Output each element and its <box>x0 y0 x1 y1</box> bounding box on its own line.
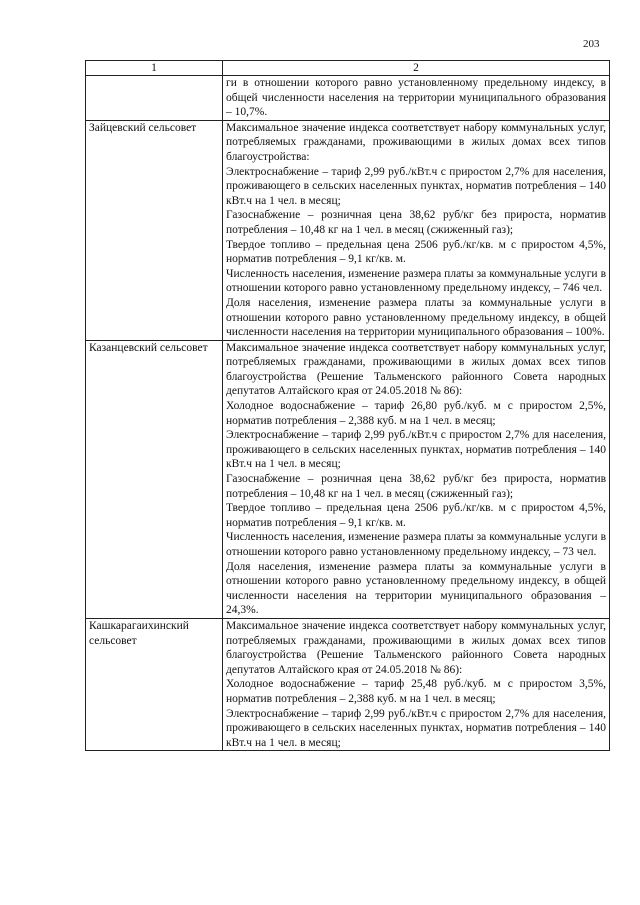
paragraph: Электроснабжение – тариф 2,99 руб./кВт.ч с приростом 2,7% для населения, проживающего в сельских населенных пунктах, норматив потребления – 140 кВт.ч на 1 чел. в месяц; <box>226 165 606 207</box>
description-cell <box>223 618 610 750</box>
description-cell <box>223 120 610 340</box>
paragraph: Твердое топливо – предельная цена 2506 руб./кг/кв. м с приростом 4,5%, норматив потребления – 9,1 кг/кв. м. <box>226 502 606 529</box>
page-number: 203 <box>583 38 600 50</box>
paragraph: Газоснабжение – розничная цена 38,62 руб/кг без прироста, норматив потребления – 10,48 кг на 1 чел. в месяц (сжиженный газ); <box>226 473 606 500</box>
description-cell <box>223 340 610 618</box>
table-row-zaitsevsky <box>86 120 610 340</box>
paragraph: Максимальное значение индекса соответствует набору коммунальных услуг, потребляемых гражданами, проживающими в жилых домах всех типов благоустройства (Решение Тальменского районного Совета народных депутатов Алтайского края от 24.05.2018 № 86): <box>226 619 606 676</box>
table-row-continuation <box>86 76 610 121</box>
paragraph: Холодное водоснабжение – тариф 26,80 руб./куб. м с приростом 2,5%, норматив потребления – 2,388 куб. м на 1 чел. в месяц; <box>226 400 606 427</box>
paragraph: Твердое топливо – предельная цена 2506 руб./кг/кв. м с приростом 4,5%, норматив потребления – 9,1 кг/кв. м. <box>226 238 606 266</box>
paragraph: Максимальное значение индекса соответствует набору коммунальных услуг, потребляемых гражданами, проживающими в жилых домах всех типов благоустройства (Решение Тальменского районного Совета народных депутатов Алтайского края от 24.05.2018 № 86): <box>226 341 606 398</box>
table-row-kazantsevsky <box>86 340 610 618</box>
municipality-name: Казанцевский сельсовет <box>86 340 223 618</box>
municipality-name: Кашкарагаихинский сельсовет <box>86 618 223 750</box>
tariff-table <box>85 60 610 751</box>
paragraph: Доля населения, изменение размера платы за коммунальные услуги в отношении которого равно установленному предельному индексу, в общей численности населения на территории муниципального образования – 24,3%. <box>226 560 606 617</box>
paragraph: Доля населения, изменение размера платы за коммунальные услуги в отношении которого равно установленному предельному индексу, в общей численности населения на территории муниципального образования – 100%. <box>226 296 606 339</box>
municipality-name: Зайцевский сельсовет <box>86 120 223 340</box>
municipality-name <box>86 76 223 121</box>
paragraph: Максимальное значение индекса соответствует набору коммунальных услуг, потребляемых гражданами, проживающими в жилых домах всех типов благоустройства: <box>226 121 606 163</box>
column-header-1: 1 <box>86 61 223 76</box>
table-header-row <box>86 61 610 76</box>
description-cell <box>223 76 610 121</box>
paragraph: Численность населения, изменение размера платы за коммунальные услуги в отношении которого равно установленному предельному индексу, – 746 чел. <box>226 267 606 295</box>
paragraph: ги в отношении которого равно установленному предельному индексу, в общей численности населения на территории муниципального образования – 10,7%. <box>226 77 606 119</box>
paragraph: Электроснабжение – тариф 2,99 руб./кВт.ч с приростом 2,7% для населения, проживающего в сельских населенных пунктах, норматив потребления – 140 кВт.ч на 1 чел. в месяц; <box>226 429 606 471</box>
paragraph: Электроснабжение – тариф 2,99 руб./кВт.ч с приростом 2,7% для населения, проживающего в сельских населенных пунктах, норматив потребления – 140 кВт.ч на 1 чел. в месяц; <box>226 707 606 749</box>
paragraph: Численность населения, изменение размера платы за коммунальные услуги в отношении которого равно установленному предельному индексу, – 73 чел. <box>226 531 606 558</box>
paragraph: Газоснабжение – розничная цена 38,62 руб/кг без прироста, норматив потребления – 10,48 кг на 1 чел. в месяц (сжиженный газ); <box>226 209 606 236</box>
table-row-kashkaragaikhinsky <box>86 618 610 750</box>
paragraph: Холодное водоснабжение – тариф 25,48 руб./куб. м с приростом 3,5%, норматив потребления – 2,388 куб. м на 1 чел. в месяц; <box>226 678 606 705</box>
column-header-2: 2 <box>223 61 610 76</box>
